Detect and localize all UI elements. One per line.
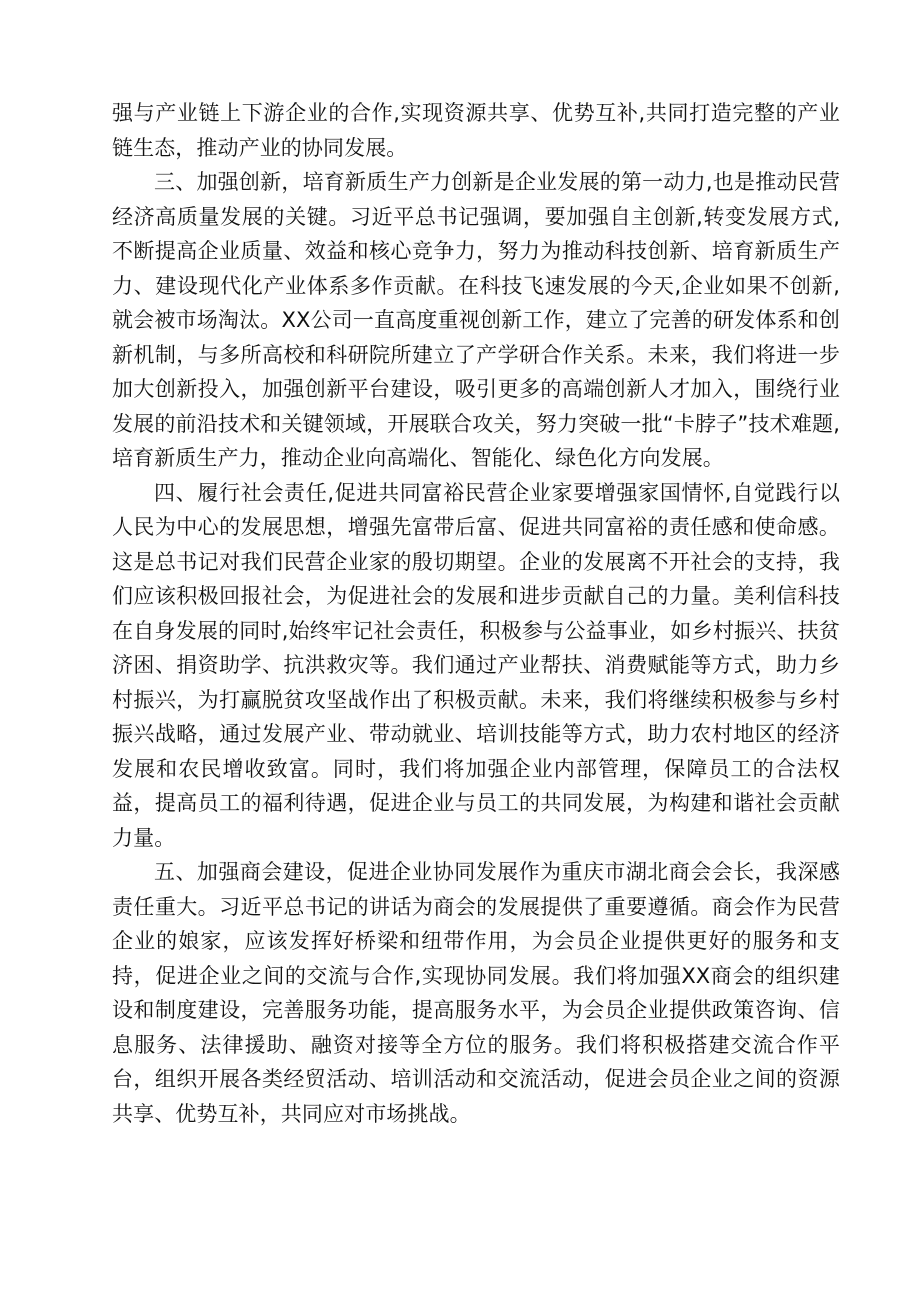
paragraph-section-4-social-responsibility: 四、履行社会责任,促进共同富裕民营企业家要增强家国情怀,自觉践行以人民为中心的发展思想，增强先富带后富、促进共同富裕的责任感和使命感。这是总书记对我们民营企业家的殷切期望。企业的发展离不开社会的支持，我们应该积极回报社会，为促进社会的发展和进步贡献自己的力量。美利信科技在自身发展的同时,始终牢记社会责任，积极参与公益事业，如乡村振兴、扶贫济困、捐资助学、抗洪救灾等。我们通过产业帮扶、消费赋能等方式，助力乡村振兴，为打赢脱贫攻坚战作出了积极贡献。未来，我们将继续积极参与乡村振兴战略，通过发展产业、带动就业、培训技能等方式，助力农村地区的经济发展和农民增收致富。同时，我们将加强企业内部管理，保障员工的合法权益，提高员工的福利待遇，促进企业与员工的共同发展，为构建和谐社会贡献力量。 — [112, 480, 840, 850]
paragraph-section-3-innovation: 三、加强创新，培育新质生产力创新是企业发展的第一动力,也是推动民营经济高质量发展的关键。习近平总书记强调，要加强自主创新,转变发展方式,不断提高企业质量、效益和核心竞争力，努力为推动科技创新、培育新质生产力、建设现代化产业体系多作贡献。在科技飞速发展的今天,企业如果不创新,就会被市场淘汰。XX公司一直高度重视创新工作，建立了完善的研发体系和创新机制，与多所高校和科研院所建立了产学研合作关系。未来，我们将进一步加大创新投入，加强创新平台建设，吸引更多的高端创新人才加入，围绕行业发展的前沿技术和关键领域，开展联合攻关，努力突破一批“卡脖子”技术难题,培育新质生产力，推动企业向高端化、智能化、绿色化方向发展。 — [112, 170, 840, 470]
document-page — [112, 96, 840, 1131]
paragraph-section-5-chamber-of-commerce: 五、加强商会建设，促进企业协同发展作为重庆市湖北商会会长，我深感责任重大。习近平总书记的讲话为商会的发展提供了重要遵循。商会作为民营企业的娘家，应该发挥好桥梁和纽带作用，为会员企业提供更好的服务和支持，促进企业之间的交流与合作,实现协同发展。我们将加强XX商会的组织建设和制度建设，完善服务功能，提高服务水平，为会员企业提供政策咨询、信息服务、法律援助、融资对接等全方位的服务。我们将积极搭建交流合作平台，组织开展各类经贸活动、培训活动和交流活动，促进会员企业之间的资源共享、优势互补，共同应对市场挑战。 — [112, 860, 840, 1126]
paragraph-continued: 强与产业链上下游企业的合作,实现资源共享、优势互补,共同打造完整的产业链生态，推动产业的协同发展。 — [112, 101, 840, 160]
